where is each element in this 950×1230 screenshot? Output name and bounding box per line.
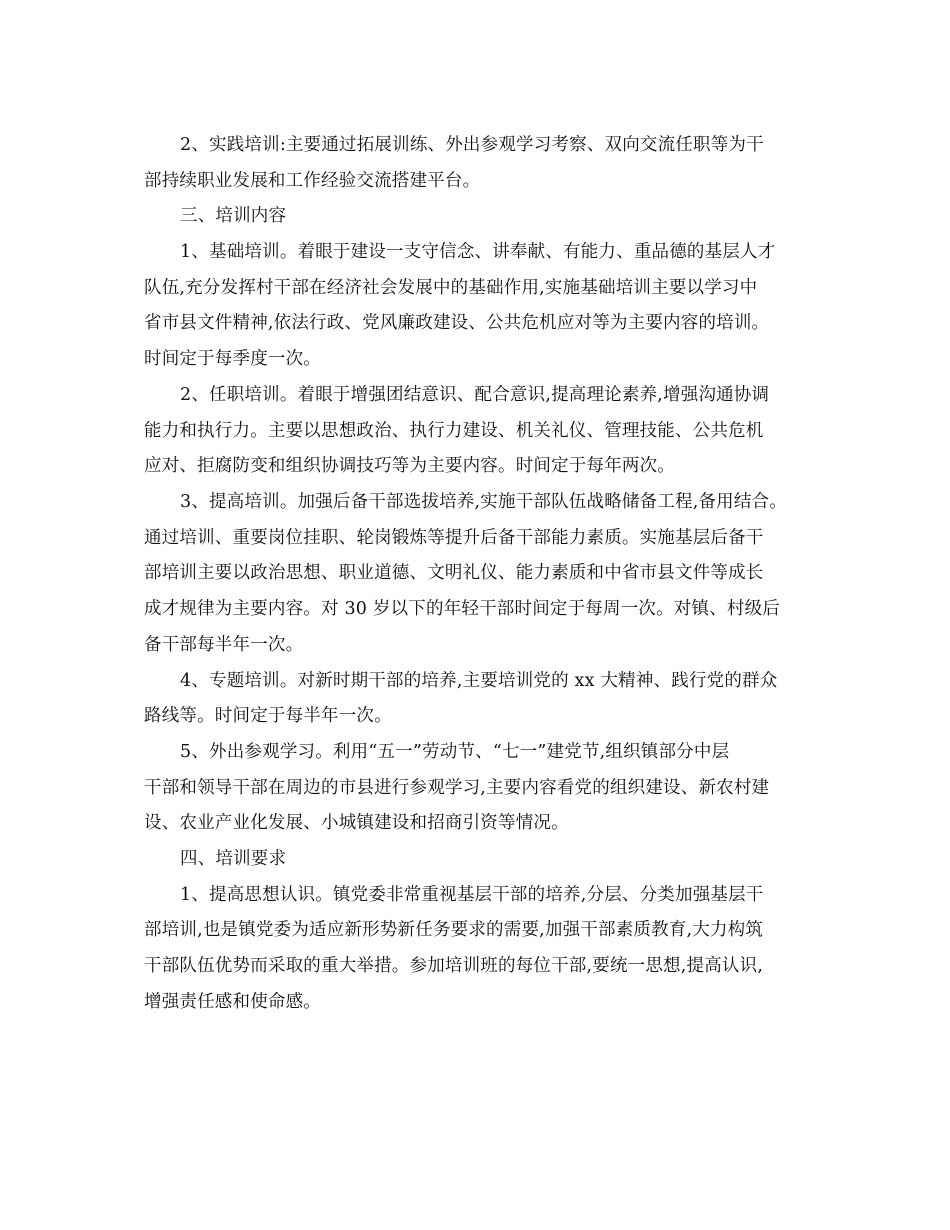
text-line: 增强责任感和使命感。 <box>144 992 321 1012</box>
text-line: 成才规律为主要内容。对 30 岁以下的年轻干部时间定于每周一次。对镇、村级后 <box>144 599 780 619</box>
text-line: 1、基础培训。着眼于建设一支守信念、讲奉献、有能力、重品德的基层人才 <box>180 242 776 262</box>
text-line: 2、任职培训。着眼于增强团结意识、配合意识,提高理论素养,增强沟通协调 <box>180 385 770 405</box>
text-line: 能力和执行力。主要以思想政治、执行力建设、机关礼仪、管理技能、公共危机 <box>144 421 764 441</box>
text-line: 备干部每半年一次。 <box>144 635 304 655</box>
text-line: 2、实践培训:主要通过拓展训练、外出参观学习考察、双向交流任职等为干 <box>180 135 764 155</box>
section-heading: 四、培训要求 <box>180 849 287 869</box>
text-line: 4、专题培训。对新时期干部的培养,主要培训党的 xx 大精神、践行党的群众 <box>180 671 778 691</box>
text-line: 应对、拒腐防变和组织协调技巧等为主要内容。时间定于每年两次。 <box>144 456 675 476</box>
section-heading: 三、培训内容 <box>180 206 287 226</box>
text-line: 部培训,也是镇党委为适应新形势新任务要求的需要,加强干部素质教育,大力构筑 <box>144 920 764 940</box>
text-line: 设、农业产业化发展、小城镇建设和招商引资等情况。 <box>144 813 569 833</box>
text-line: 路线等。时间定于每半年一次。 <box>144 706 392 726</box>
text-line: 5、外出参观学习。利用“五一”劳动节、“七一”建党节,组织镇部分中层 <box>180 742 730 762</box>
text-line: 通过培训、重要岗位挂职、轮岗锻炼等提升后备干部能力素质。实施基层后备干 <box>144 528 764 548</box>
text-line: 干部队伍优势而采取的重大举措。参加培训班的每位干部,要统一思想,提高认识, <box>144 956 764 976</box>
text-line: 干部和领导干部在周边的市县进行参观学习,主要内容看党的组织建设、新农村建 <box>144 778 770 798</box>
text-line: 3、提高培训。加强后备干部选拔培养,实施干部队伍战略储备工程,备用结合。 <box>180 492 787 512</box>
text-line: 1、提高思想认识。镇党委非常重视基层干部的培养,分层、分类加强基层干 <box>180 885 764 905</box>
text-line: 部培训主要以政治思想、职业道德、文明礼仪、能力素质和中省市县文件等成长 <box>144 563 764 583</box>
text-line: 时间定于每季度一次。 <box>144 349 321 369</box>
text-line: 部持续职业发展和工作经验交流搭建平台。 <box>144 171 481 191</box>
text-line: 省市县文件精神,依法行政、党风廉政建设、公共危机应对等为主要内容的培训。 <box>144 313 770 333</box>
text-line: 队伍,充分发挥村干部在经济社会发展中的基础作用,实施基础培训主要以学习中 <box>144 278 758 298</box>
